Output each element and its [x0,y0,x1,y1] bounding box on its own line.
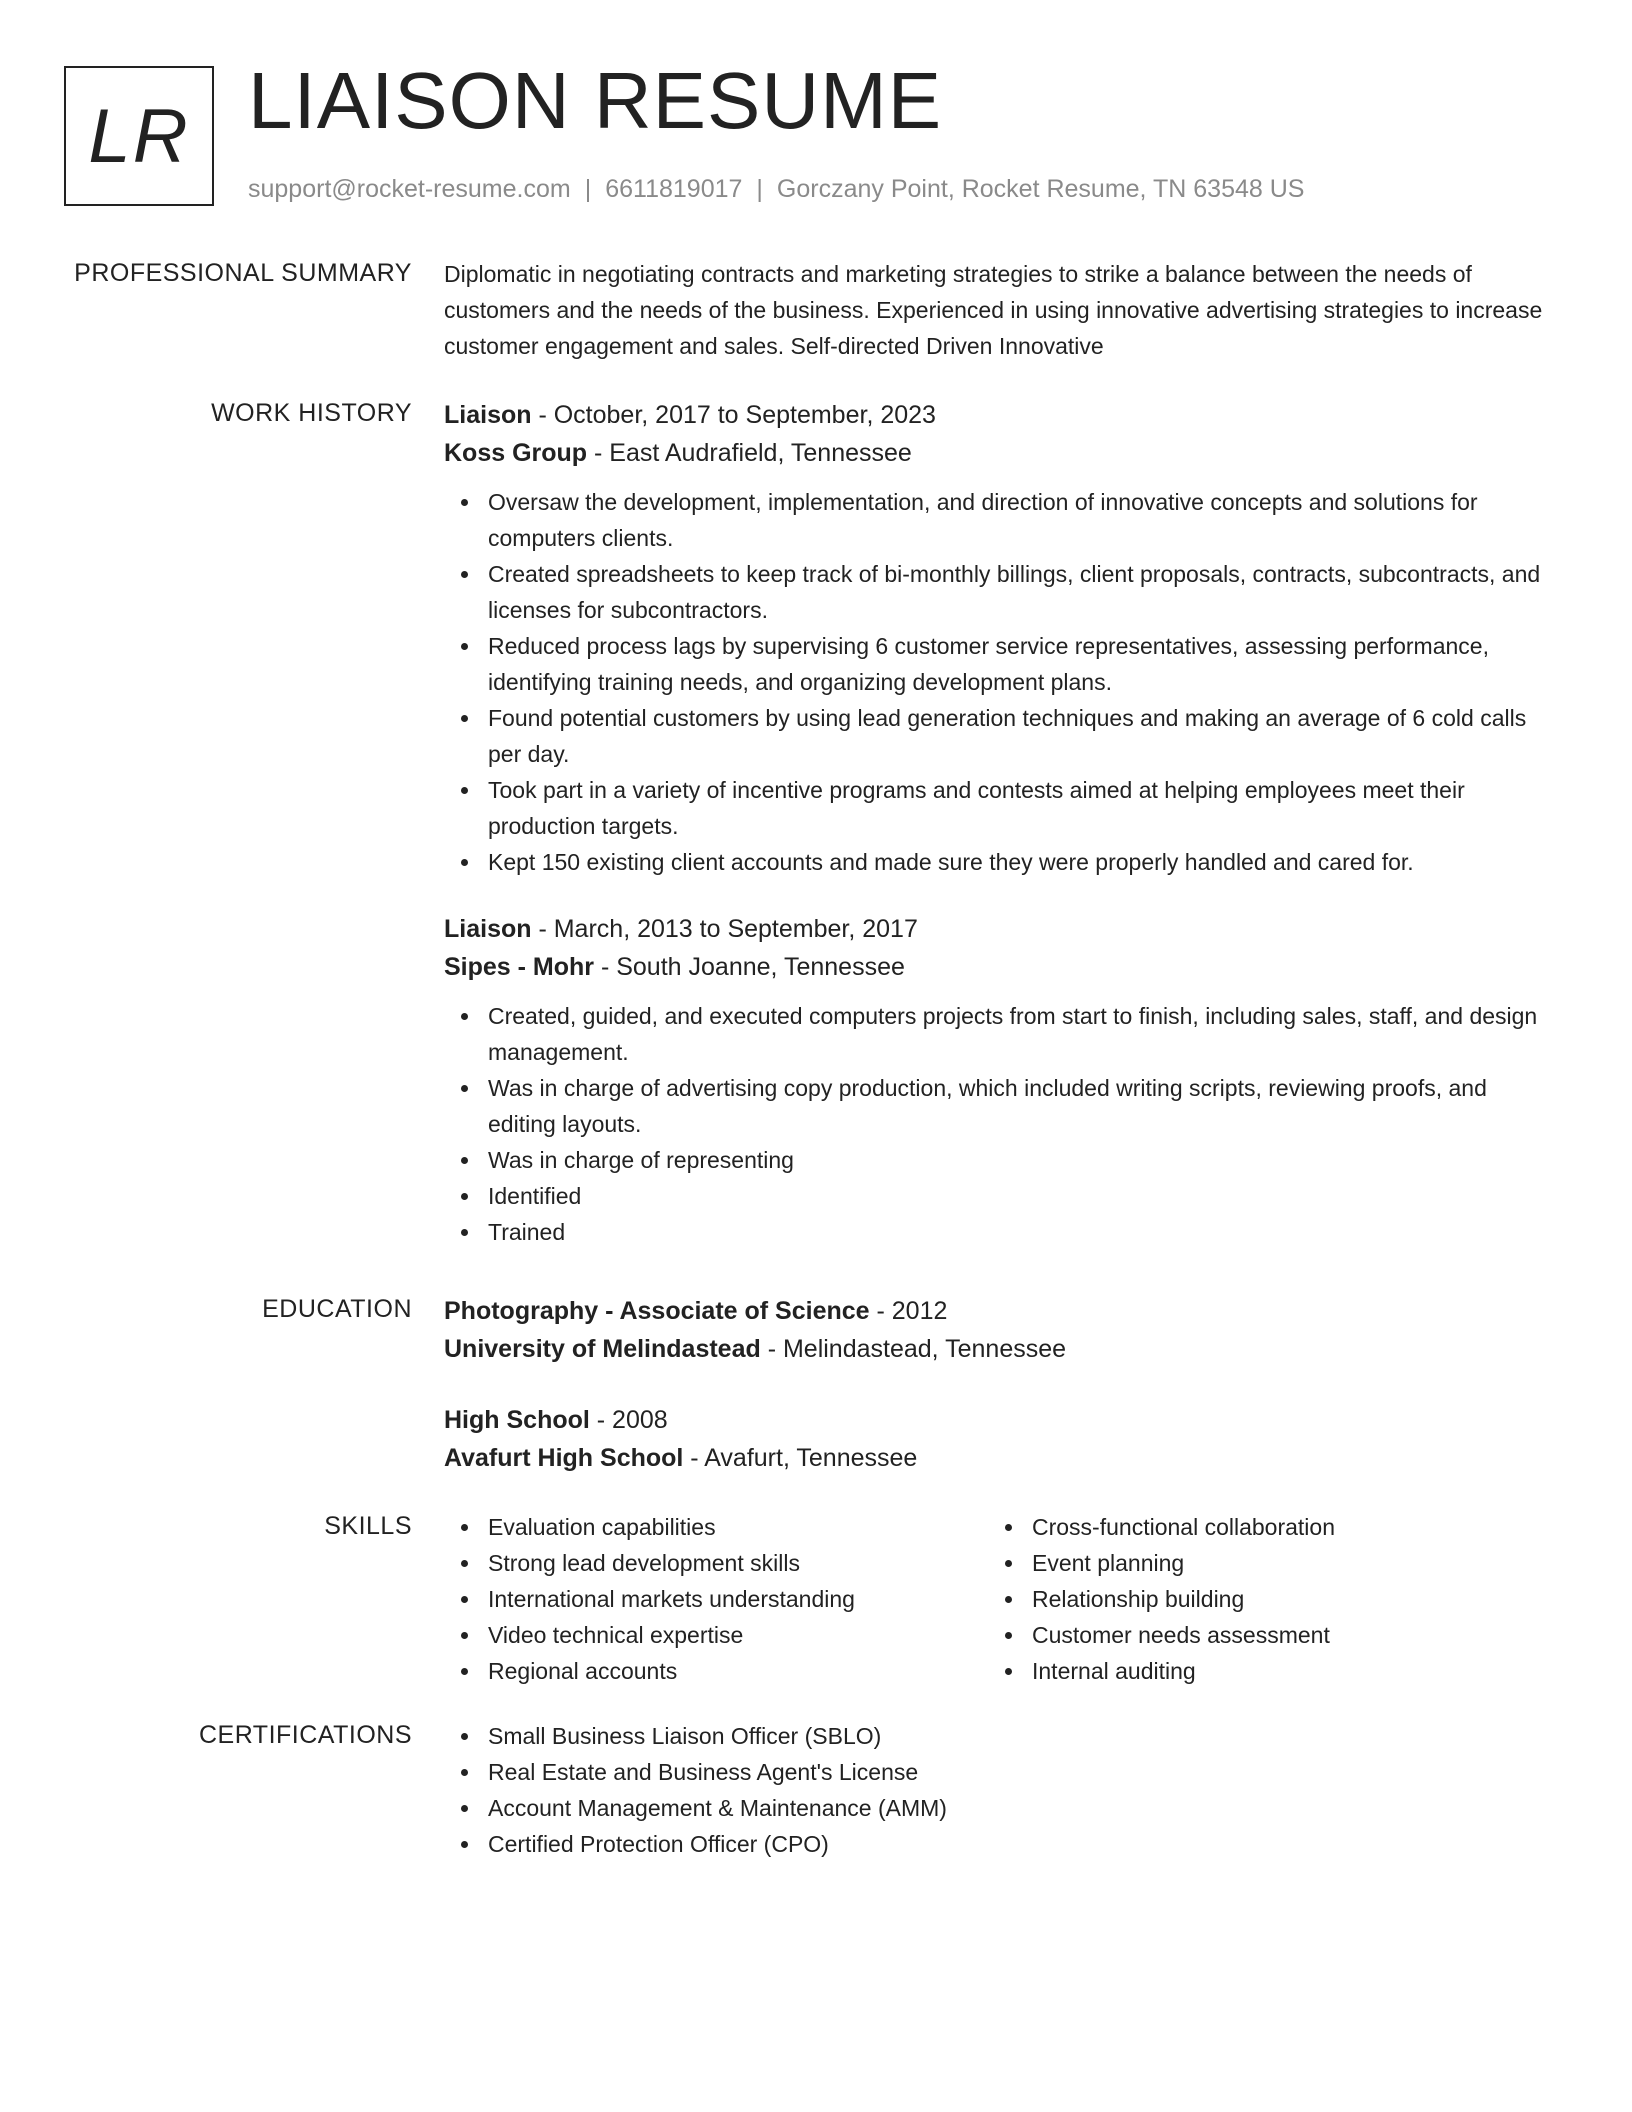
skill-item: Video technical expertise [488,1617,988,1653]
job-title: Liaison [444,401,532,429]
job-entry [444,910,1556,1250]
section-label-certifications: CERTIFICATIONS [198,1721,412,1749]
education-year: - 2008 [589,1406,668,1434]
certification-item: Small Business Liaison Officer (SBLO) [488,1718,1556,1754]
job-bullets [444,998,1556,1250]
section-label-summary: PROFESSIONAL SUMMARY [74,259,412,287]
skill-item: Strong lead development skills [488,1545,988,1581]
resume-title: LIAISON RESUME [248,56,943,145]
job-bullet: Found potential customers by using lead generation techniques and making an average of 6 cold calls per day. [488,700,1556,772]
skill-item: Cross-functional collaboration [1032,1509,1532,1545]
skill-item: Internal auditing [1032,1653,1532,1689]
education-year: - 2012 [869,1297,948,1325]
certifications-body [444,1718,1556,1862]
certifications-list [444,1718,1556,1862]
skills-body [444,1509,1556,1689]
job-location: - East Audrafield, Tennessee [587,439,912,467]
job-company-line [444,434,1556,472]
skill-item: Regional accounts [488,1653,988,1689]
job-company: Koss Group [444,439,588,467]
education-location: - Avafurt, Tennessee [683,1444,918,1472]
skills-list-left [444,1509,988,1689]
job-entry [444,396,1556,880]
contact-separator: | [756,175,763,203]
education-entry [444,1401,1556,1477]
certification-item: Real Estate and Business Agent's License [488,1754,1556,1790]
education-body [444,1292,1556,1477]
certification-item: Certified Protection Officer (CPO) [488,1826,1556,1862]
section-label-education: EDUCATION [262,1295,412,1323]
job-title: Liaison [444,915,532,943]
education-school: University of Melindastead [444,1335,761,1363]
skill-item: Event planning [1032,1545,1532,1581]
skills-list-right [988,1509,1532,1689]
job-bullet: Was in charge of advertising copy production, which included writing scripts, reviewing proofs, and editing layouts. [488,1070,1556,1142]
job-dates: - March, 2013 to September, 2017 [531,915,918,943]
job-bullet: Created spreadsheets to keep track of bi-monthly billings, client proposals, contracts, subcontracts, and licenses for subcontractors. [488,556,1556,628]
job-bullet: Identified [488,1178,1556,1214]
job-company-line [444,948,1556,986]
skill-item: Customer needs assessment [1032,1617,1532,1653]
job-bullet: Kept 150 existing client accounts and made sure they were properly handled and cared for. [488,844,1556,880]
job-bullet: Oversaw the development, implementation, and direction of innovative concepts and solutions for computers clients. [488,484,1556,556]
certification-item: Account Management & Maintenance (AMM) [488,1790,1556,1826]
job-bullet: Created, guided, and executed computers projects from start to finish, including sales, staff, and design management. [488,998,1556,1070]
contact-line [248,174,1304,204]
summary-text: Diplomatic in negotiating contracts and marketing strategies to strike a balance between the needs of customers and the needs of the business. Experienced in using innovative advertising strategies to increase customer engagement and sales. Self-directed Driven Innovative [444,261,1543,359]
skill-item: Evaluation capabilities [488,1509,988,1545]
job-bullet: Trained [488,1214,1556,1250]
job-location: - South Joanne, Tennessee [594,953,905,981]
education-school-line [444,1439,1556,1477]
skills-columns [444,1509,1556,1689]
job-title-line [444,396,1556,434]
education-entry [444,1292,1556,1368]
education-degree: Photography - Associate of Science [444,1297,870,1325]
education-school-line [444,1330,1556,1368]
contact-phone[interactable]: 6611819017 [605,175,743,203]
monogram-logo: LR [64,66,214,206]
education-school: Avafurt High School [444,1444,684,1472]
job-bullets [444,484,1556,880]
job-bullet: Was in charge of representing [488,1142,1556,1178]
work-history-body [444,396,1556,1250]
education-degree-line [444,1401,1556,1439]
skill-item: International markets understanding [488,1581,988,1617]
job-title-line [444,910,1556,948]
section-label-skills: SKILLS [324,1512,412,1540]
contact-address: Gorczany Point, Rocket Resume, TN 63548 US [776,175,1305,203]
section-label-work-history: WORK HISTORY [211,399,412,427]
education-degree: High School [444,1406,590,1434]
contact-separator: | [584,175,592,203]
job-bullet: Reduced process lags by supervising 6 customer service representatives, assessing performance, identifying training needs, and organizing development plans. [488,628,1556,700]
contact-email[interactable]: support@rocket-resume.com [248,175,571,203]
education-degree-line [444,1292,1556,1330]
skill-item: Relationship building [1032,1581,1532,1617]
job-bullet: Took part in a variety of incentive programs and contests aimed at helping employees meet their production targets. [488,772,1556,844]
job-dates: - October, 2017 to September, 2023 [531,401,936,429]
job-company: Sipes - Mohr [444,953,595,981]
education-location: - Melindastead, Tennessee [760,1335,1067,1363]
summary-body [444,256,1556,364]
